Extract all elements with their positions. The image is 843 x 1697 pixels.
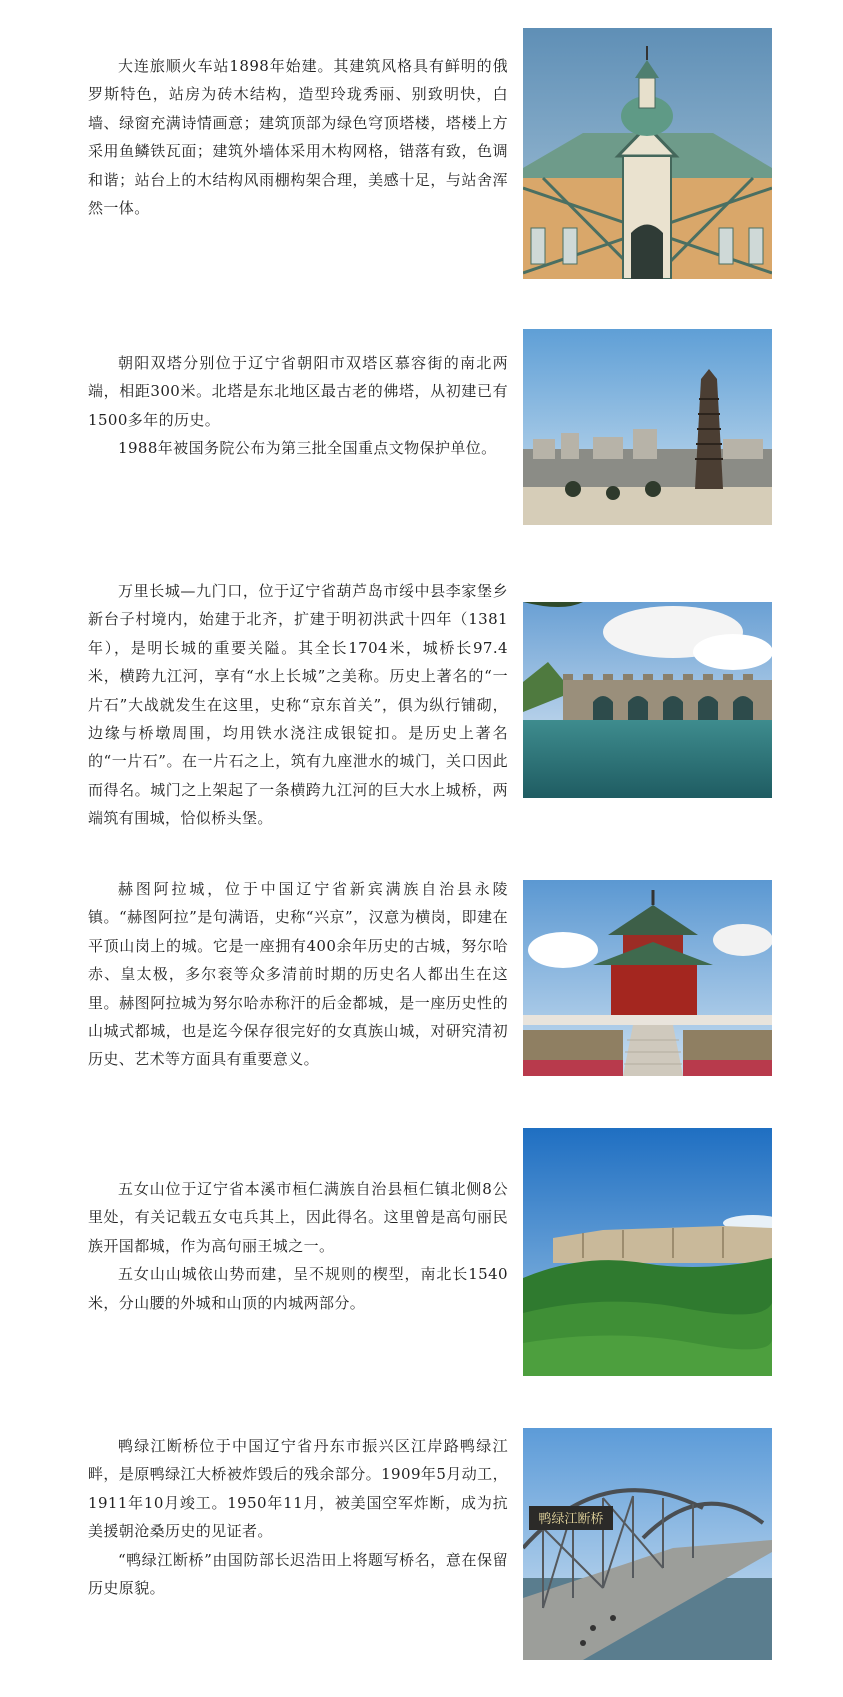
- section-text: [88, 577, 508, 833]
- paragraph: 鸭绿江断桥位于中国辽宁省丹东市振兴区江岸路鸭绿江畔，是原鸭绿江大桥被炸毁后的残余部分。1909年5月动工，1911年10月竣工。1950年11月，被美国空军炸断，成为抗美援朝沧桑历史的见证者。: [88, 1437, 508, 1541]
- paragraph: 万里长城—九门口，位于辽宁省葫芦岛市绥中县李家堡乡新台子村境内，始建于北齐，扩建于明初洪武十四年（1381年），是明长城的重要关隘。其全长1704米，城桥长97.4米，横跨九江河，享有“水上长城”之美称。历史上著名的“一片石”大战就发生在这里，史称“京东首关”，俱为纵行铺砌，边缘与桥墩周围，均用铁水浇注成银锭扣。是历史上著名的“一片石”。在一片石之上，筑有九座泄水的城门，关口因此而得名。城门之上架起了一条横跨九江河的巨大水上城桥，两端筑有围城，恰似桥头堡。: [88, 582, 508, 828]
- yalu-broken-bridge-photo: [523, 1428, 772, 1660]
- wunvshan-mountain-photo: [523, 1128, 772, 1376]
- section-text: [88, 349, 508, 463]
- paragraph: 1988年被国务院公布为第三批全国重点文物保护单位。: [118, 439, 497, 458]
- paragraph: 大连旅顺火车站1898年始建。其建筑风格具有鲜明的俄罗斯特色，站房为砖木结构，造型玲珑秀丽、别致明快，白墙、绿窗充满诗情画意；建筑顶部为绿色穹顶塔楼，塔楼上方采用鱼鳞铁瓦面；建筑外墙体采用木构网格，错落有致，色调和谐；站台上的木结构风雨棚构架合理，美感十足，与站舍浑然一体。: [88, 57, 508, 218]
- paragraph: 赫图阿拉城，位于中国辽宁省新宾满族自治县永陵镇。“赫图阿拉”是句满语，史称“兴京”，汉意为横岗，即建在平顶山岗上的城。它是一座拥有400余年历史的古城，努尔哈赤、皇太极，多尔衮等众多清前时期的历史名人都出生在这里。赫图阿拉城为努尔哈赤称汗的后金都城，是一座历史性的山城式都城，也是迄今保存很完好的女真族山城，对研究清初历史、艺术等方面具有重要意义。: [88, 880, 508, 1069]
- paragraph: 五女山位于辽宁省本溪市桓仁满族自治县桓仁镇北侧8公里处，有关记载五女屯兵其上，因此得名。这里曾是高句丽民族开国都城，作为高句丽王城之一。: [88, 1180, 508, 1255]
- paragraph: 五女山山城依山势而建，呈不规则的楔型，南北长1540米，分山腰的外城和山顶的内城两部分。: [88, 1265, 508, 1312]
- bridge-name-sign: 鸭绿江断桥: [538, 1512, 604, 1527]
- section-text: [88, 52, 508, 222]
- chaoyang-pagoda-photo: [523, 329, 772, 525]
- section-text: [88, 1175, 508, 1317]
- section-text: [88, 875, 508, 1074]
- lushun-station-photo: [523, 28, 772, 279]
- paragraph: “鸭绿江断桥”由国防部长迟浩田上将题写桥名，意在保留历史原貌。: [88, 1550, 508, 1598]
- section-text: [88, 1432, 508, 1602]
- hetuala-city-photo: [523, 880, 772, 1076]
- jiumenkou-great-wall-photo: [523, 602, 772, 798]
- paragraph: 朝阳双塔分别位于辽宁省朝阳市双塔区慕容街的南北两端，相距300米。北塔是东北地区最古老的佛塔，从初建已有1500多年的历史。: [88, 354, 508, 429]
